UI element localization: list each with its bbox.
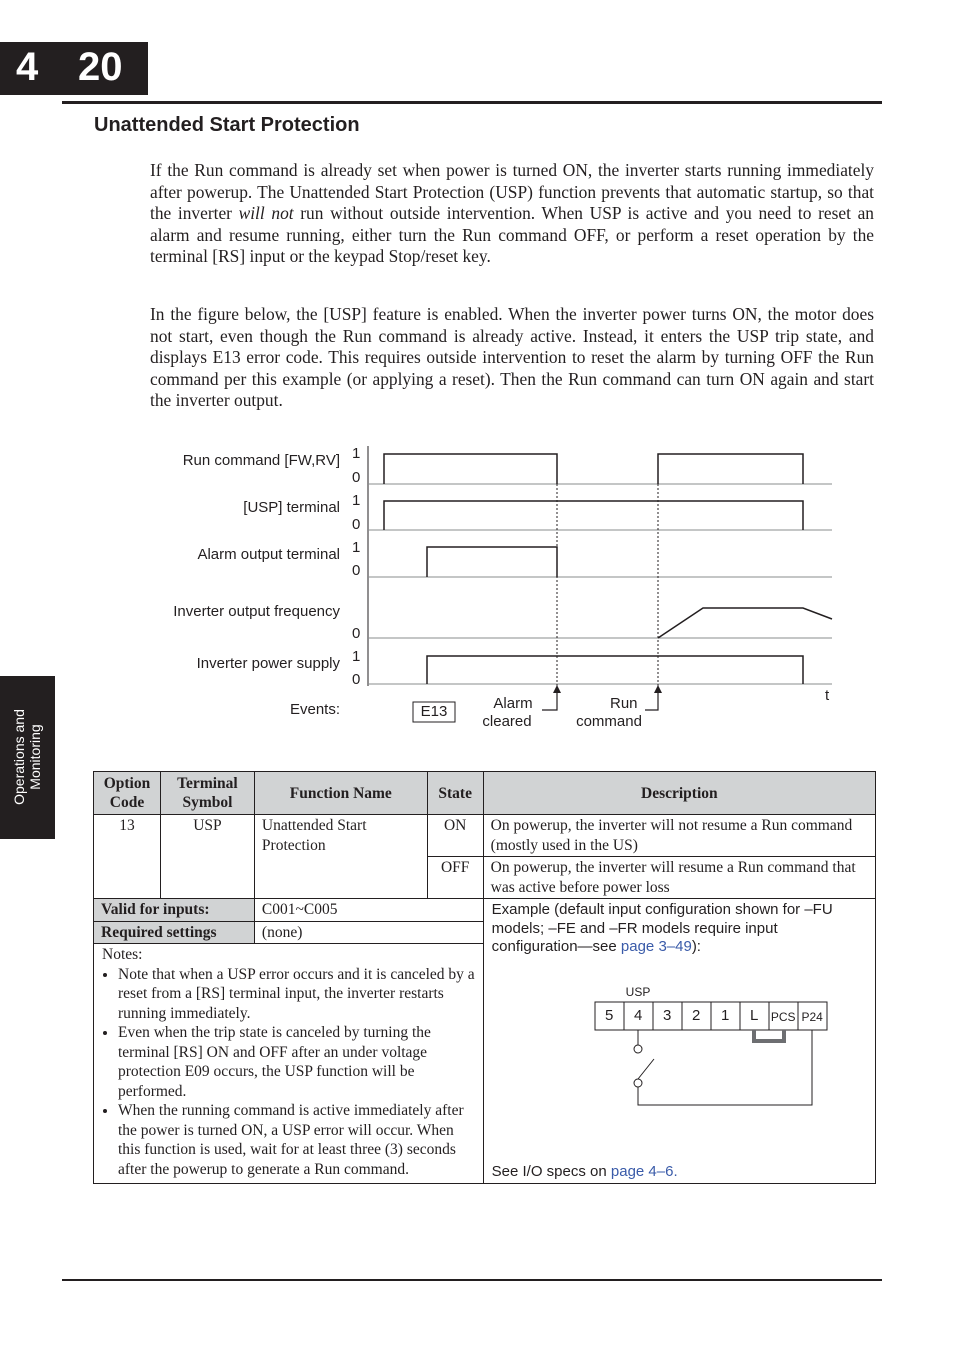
valid-inputs-label: Valid for inputs:	[94, 899, 255, 922]
switch-contact	[634, 1045, 642, 1053]
note-item: • When the running command is active immediately after the power is turned ON, a USP error will occur. When this function is used, wait for at least three (3) seconds after the powerup to generate a Run command.	[118, 1101, 475, 1179]
time-axis-label: t	[825, 687, 830, 704]
signal-label-power-supply: Inverter power supply	[196, 655, 340, 672]
paragraph-1: If the Run command is already set when power is turned ON, the inverter starts running immediately after powerup. The Unattended Start Protection (USP) function prevents that automatic startup, so that the inverter will not run without outside intervention. When USP is active and you need to reset an alarm and resume running, either turn the Run command OFF, or perform a reset operation by the terminal [RS] input or the keypad Stop/reset key.	[150, 160, 874, 267]
note-item: • Even when the trip state is canceled by turning the terminal [RS] ON and OFF after an under voltage protection E09 occurs, the USP function will be performed.	[118, 1023, 475, 1101]
cell-option-code: 13	[94, 815, 161, 899]
level-high: 1	[352, 492, 361, 509]
arrowhead	[654, 685, 662, 693]
usp-pulse	[384, 501, 803, 530]
level-low: 0	[352, 671, 361, 688]
option-table	[93, 771, 876, 1184]
switch-contact	[634, 1079, 642, 1087]
emphasis: will not	[238, 203, 294, 224]
level-low: 0	[352, 516, 361, 533]
section-title: Unattended Start Protection	[94, 114, 360, 136]
cell-state-on: ON	[427, 815, 483, 857]
terminal-1: 1	[720, 1006, 730, 1024]
table-header-row	[94, 772, 876, 815]
header-state: State	[427, 772, 483, 815]
level-low: 0	[352, 469, 361, 486]
chapter-number: 4	[16, 45, 39, 89]
terminal-wiring	[492, 957, 872, 1163]
switch-blade-icon	[638, 1059, 654, 1079]
cell-terminal-symbol: USP	[160, 815, 254, 899]
level-high: 1	[352, 648, 361, 665]
event-e13: E13	[420, 703, 448, 720]
example-cell	[483, 899, 875, 1184]
signal-label-alarm-output: Alarm output terminal	[197, 546, 340, 563]
run-pulse-2	[658, 454, 803, 484]
required-settings-label: Required settings	[94, 921, 255, 944]
cell-function-name: Unattended Start Protection	[254, 815, 427, 899]
required-settings-value: (none)	[254, 921, 483, 944]
level-low: 0	[352, 625, 361, 642]
note-item: • Note that when a USP error occurs and it is canceled by a reset from a [RS] terminal input, the inverter restarts running immediately.	[118, 965, 475, 1024]
terminal-diagram	[492, 957, 867, 1163]
run-pulse-1	[384, 454, 557, 484]
bottom-rule	[62, 1279, 882, 1281]
cell-description-on: On powerup, the inverter will not resume a Run command (mostly used in the US)	[483, 815, 875, 857]
cell-state-off: OFF	[427, 857, 483, 899]
notes-label: Notes:	[102, 946, 143, 964]
signal-label-output-frequency: Inverter output frequency	[173, 603, 340, 620]
terminal-pcs: PCS	[770, 1009, 796, 1024]
jumper-icon	[754, 1030, 784, 1041]
terminal-l: L	[749, 1006, 759, 1024]
events-label: Events:	[289, 701, 340, 718]
terminal-p24: P24	[801, 1009, 823, 1024]
page-link[interactable]: page 3–49	[620, 938, 692, 955]
notes-list	[102, 965, 475, 1180]
level-high: 1	[352, 539, 361, 556]
terminal-5: 5	[604, 1006, 614, 1024]
header-function-name: Function Name	[254, 772, 427, 815]
table-row	[94, 815, 876, 857]
example-text: Example (default input configuration shown for –FU models; –FE and –FR models require input configuration—see page 3–49):	[491, 901, 833, 955]
io-specs-text: See I/O specs on page 4–6.	[491, 1162, 678, 1180]
alarm-pulse	[427, 547, 557, 577]
cell-description-off: On powerup, the inverter will resume a Run command that was active before power loss	[483, 857, 875, 899]
signal-label-usp-terminal: [USP] terminal	[243, 499, 340, 516]
event-run-command: Run command	[576, 695, 642, 730]
level-low: 0	[352, 562, 361, 579]
header-description: Description	[483, 772, 875, 815]
frequency-ramp	[658, 608, 832, 638]
notes-cell	[94, 944, 484, 1184]
terminal-4: 4	[633, 1006, 643, 1024]
power-pulse	[427, 656, 803, 684]
level-high: 1	[352, 445, 361, 462]
side-tab-label: Operations and Monitoring	[11, 709, 43, 805]
page-number: 20	[78, 45, 123, 89]
arrowhead	[553, 685, 561, 693]
terminal-2: 2	[691, 1006, 701, 1024]
paragraph-2: In the figure below, the [USP] feature is enabled. When the inverter power turns ON, the motor does not start, even though the Run command is already active. Instead, it enters the USP trip state, and displays E13 error code. This requires outside intervention to reset the alarm by turning OFF the Run command per this example (or applying a reset). Then the Run command can turn ON again and start the inverter output.	[150, 304, 874, 411]
signal-label-run-command: Run command [FW,RV]	[182, 452, 340, 469]
terminal-3: 3	[662, 1006, 672, 1024]
valid-inputs-value: C001~C005	[254, 899, 483, 922]
usp-label: USP	[625, 984, 651, 999]
header-option-code: Option Code	[94, 772, 161, 815]
table-row	[94, 899, 876, 922]
io-specs-link[interactable]: page 4–6.	[610, 1162, 678, 1180]
terminal-labels	[595, 1006, 827, 1030]
event-alarm-cleared: Alarm cleared	[482, 695, 533, 730]
header-terminal-symbol: Terminal Symbol	[160, 772, 254, 815]
